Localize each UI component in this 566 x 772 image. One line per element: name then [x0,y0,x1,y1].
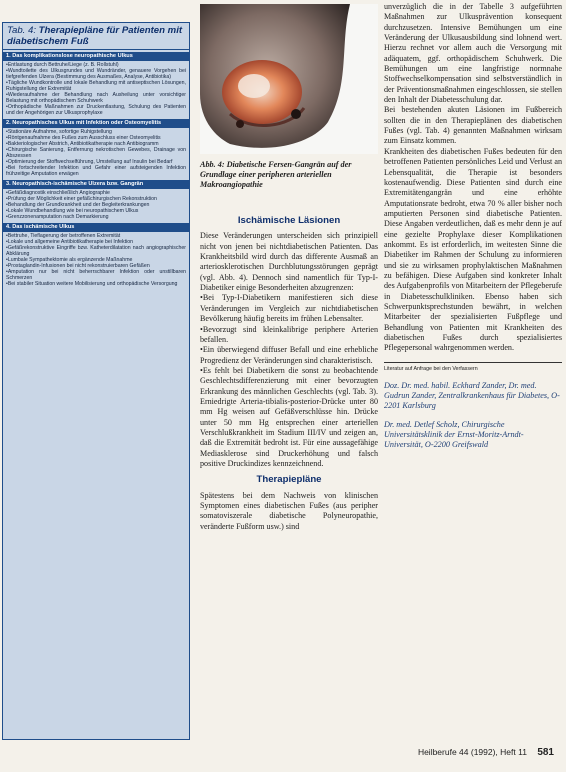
list-item: • Optimierung der Stoffwechselführung, Umstellung auf Insulin bei Bedarf [6,159,186,165]
section-heading-ischemic: Ischämische Läsionen [237,215,341,226]
page-number: 581 [537,747,554,758]
author-address-2: Dr. med. Detlef Scholz, Chirurgische Universitätsklinik der Ernst-Moritz-Arndt-Universität, O-2200 Greifswald [384,419,524,450]
literature-note: Literatur auf Anfrage bei den Verfassern [384,362,562,373]
therapy-table-box [2,22,190,740]
list-item: • Prostaglandin-Infusionen bei nicht rekonstruierbaren Gefäßen [6,263,186,269]
list-item: • Bei fortschreitender Infektion und Gefahr einer aufsteigenden Infektion frühzeitige Amputation erwägen [6,165,186,177]
list-item: • Wiederaufnahme der Behandlung nach Ausheilung unter vorsichtiger Belastung mit orthopädischem Schuhwerk [6,92,186,104]
list-item: • Bei stabiler Situation weitere Mobilisierung und orthopädische Versorgung [6,281,186,287]
list-item: • Bevorzugt sind kleinkalibrige periphere Arterien befallen. [200,325,378,346]
list-item: • Orthopädische Maßnahmen zur Druckentlastung, Schulung des Patienten und der Angehörigen zur Ulkusprophylaxe [6,104,186,116]
list-item: • Stationäre Aufnahme, sofortige Ruhigstellung [6,129,186,135]
section-heading: 3. Neuropathisch-ischämische Ulzera bzw. Gangrän [3,180,189,189]
list-item: • Gefäßrekonstruktive Eingriffe bzw. Katheterdilatation nach angiographischer Abklärung [6,245,186,257]
list-item: • Es fehlt bei Diabetikern die sonst zu beobachtende Geschlechtsdifferenzierung mit einer bevorzugten Erkrankung des männlichen Geschlechts (vgl. Tab. 3). Erniedrigte Arteria-tibialis-posterior-Drücke unter 80 mm Hg weisen auf Gefäßverschlüsse hin. Drücke unter 50 mm Hg entsprechen einer arteriellen Verschlußkrankheit im Stadium III/IV und zeigen an, daß die Extremität bedroht ist. Für eine aussagefähige Mediasklerose sind Druckerhöhung und falsch positive Druckindizes kennzeichnend. [200,366,378,469]
table-section-1 [3,52,189,117]
middle-column [200,215,378,532]
list-item: • Gefäßdiagnostik einschließlich Angiographie [6,190,186,196]
list-item: • Wundtoilette des Ulkusgrundes und Wundränder, genauere Vorgehen bei tiefgreifenden Ulzera (Bestimmung des Ausmaßes, Analyse, Antibiotika) [6,68,186,80]
paragraph: Spätestens bei dem Nachweis von klinischen Symptomen eines diabetischen Fußes (aus peripher somatoviszerale diabetische Polyneuropathie, veränderte Fußform usw.) sind [200,490,378,531]
list-item: • Röntgenaufnahme des Fußes zum Ausschluss einer Osteomyelitis [6,135,186,141]
list-item: • Tägliche Wundkontrolle und lokale Behandlung mit antiseptischen Lösungen, Ruhigstellung der Extremität [6,80,186,92]
right-column [384,2,562,450]
list-item: • Bakteriologischer Abstrich, Antibiotikatherapie nach Antibiogramm [6,141,186,147]
list-item: • Entlastung durch Bettruhe/Liege (z. B. Rollstuhl) [6,62,186,68]
list-item: • Lumbale Sympathektomie als ergänzende Maßnahme [6,257,186,263]
list-item: • Bettruhe, Tieflagerung der betroffenen Extremität [6,233,186,239]
table-section-4 [3,223,189,288]
section-heading: 1. Das komplikationslose neuropathische Ulkus [3,52,189,61]
list-item: • Behandlung der Grundkrankheit und der Begleiterkrankungen [6,202,186,208]
table-title-text: Therapiepläne für Patienten mit diabetischem Fuß [7,25,183,47]
foot-wound-photo-icon [200,4,378,154]
list-item: • Prüfung der Möglichkeit einer gefäßchirurgischen Rekonstruktion [6,196,186,202]
list-item: • Ein überwiegend diffuser Befall und eine erhebliche Progredienz der Veränderungen sind charakteristisch. [200,345,378,366]
photo-svg [200,4,378,154]
section-heading: 4. Das ischämische Ulkus [3,223,189,232]
table-section-3 [3,180,189,221]
section-heading-therapy: Therapiepläne [256,474,322,486]
table-number: Tab. 4: [7,25,36,36]
list-item: • Amputation nur bei nicht beherrschbarer Infektion oder unstillbaren Schmerzen [6,269,186,281]
table-section-2 [3,119,189,178]
paragraph: Bei bestehenden akuten Läsionen im Fußbereich sollten die in den Therapieplänen des diabetischen Fußes (vgl. Tab. 4) genannten Maßnahmen wirksam zum Einsatz kommen. [384,105,562,146]
section-heading: 2. Neuropathisches Ulkus mit Infektion oder Osteomyelitis [3,119,189,128]
paragraph: unverzüglich die in der Tabelle 3 aufgeführten Maßnahmen zur Ulkusprävention konsequent durchzusetzen. Intensive Bemühungen um eine Veränderung der Ulkusausbildung sind lohnend wert. Hierzu rechnet vor allem auch die Versorgung mit adäquatem, ggf. orthopädischem Schuhwerk. Die Bemühungen um eine langfristige normnahe Stoffwechselkompensation sind selbstverständlich in der Präventionsmaßnahmen eingeschlossen, sie stellen den Inhalt der Diabetesschulung dar. [384,2,562,105]
author-address-1: Doz. Dr. med. habil. Eckhard Zander, Dr. med. Gudrun Zander, Zentralkrankenhaus für Diabetes, O-2201 Karlsburg [384,380,560,411]
paragraph: Krankheiten des diabetischen Fußes bedeuten für den betroffenen Patienten persönliches Leid und Verlust an Lebensqualität, die Therapie ist besonders kostenaufwendig. Diese Patienten sind durch eine Extremitätengangrän und eine erhöhte Amputationsrate bedroht, etwa 70 % aller bisher noch amputierten Personen sind diabetische Patienten. Diese Angaben verdeutlichen, daß es mehr denn je auf eine gezielte Prophylaxe dieser Komplikationen ankommt. Es ist erforderlich, im weitesten Sinne die Diabetiker im Rahmen der Schulung zu informieren und sie zu wirksamen prophylaktischen Maßnahmen zu befähigen. Diese Aufgaben sind konkreter Inhalt des Aufgabenprofils von Mitarbeitern der Pflegeberufe in Diabetesschulkliniken. Ebenso haben sich Schwerpunktsprechstunden bewährt, in welchen Mitarbeiter der spezialisierten Fußpflege und Behandlung von Patienten mit Krankheiten des diabetischen Fußes durch spezialisiertes Pflegepersonal wahrgenommen werden. [384,146,562,353]
table-title [3,23,189,50]
list-item: • Lokale Wundbehandlung wie bei neuropathischem Ulkus [6,208,186,214]
page-footer [418,747,554,758]
list-item: • Lokale und allgemeine Antibiotikatherapie bei Infektion [6,239,186,245]
list-item: • Grenzzonenamputation nach Demarkierung [6,214,186,220]
list-item: • Chirurgische Sanierung, Entfernung nekrotischen Gewebes, Drainage von Abszessen [6,147,186,159]
paragraph: Diese Veränderungen unterscheiden sich prinzipiell nicht von jenen bei nichtdiabetischen Patienten. Das Krankheitsbild wird durch das differente Ausmaß an arteriosklerotischen Durchblutungsstörungen geprägt (vgl. Abb. 4). Dennoch sind namentlich für Typ-I-Diabetiker einige Besonderheiten abzugrenzen: [200,231,378,293]
list-item: • Bei Typ-I-Diabetikern manifestieren sich diese Veränderungen im Vergleich zur nichtdiabetischen Bevölkerung häufig bereits im frühen Lebensalter. [200,293,378,324]
journal-reference: Heilberufe 44 (1992), Heft 11 [417,747,527,757]
figure-caption: Abb. 4: Diabetische Fersen-Gangrän auf der Grundlage einer peripheren arteriellen Makroangiopathie [200,160,352,190]
